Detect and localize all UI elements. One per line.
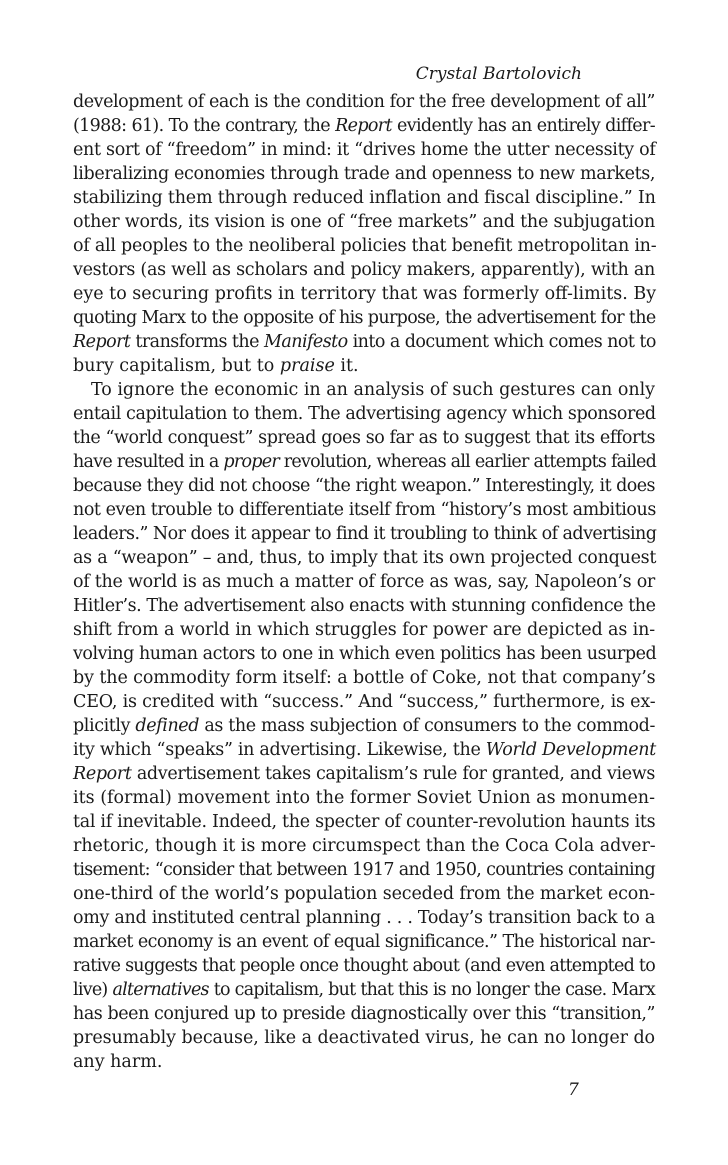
text-line bbox=[73, 690, 655, 714]
text-run: by the commodity form itself: a bottle of Coke, not that company’s bbox=[73, 668, 656, 688]
text-line bbox=[73, 114, 655, 138]
text-line bbox=[73, 834, 655, 858]
text-line bbox=[73, 642, 655, 666]
text-run: tal if inevitable. Indeed, the specter of counter-revolution haunts its bbox=[73, 812, 656, 832]
text-run: as a “weapon” – and, thus, to imply that its own projected conquest bbox=[73, 548, 657, 568]
text-run: omy and instituted central planning . . . Today’s transition back to a bbox=[73, 908, 655, 928]
text-run: (1988: 61). To the contrary, the bbox=[73, 116, 336, 136]
text-run: bury capitalism, but to bbox=[73, 356, 280, 376]
text-run: development of each is the condition for the free development of all” bbox=[73, 92, 655, 112]
text-run: tisement: “consider that between 1917 and 1950, countries containing bbox=[73, 860, 655, 880]
text-line bbox=[73, 666, 655, 690]
italic-text: Report bbox=[335, 116, 392, 136]
text-line bbox=[73, 906, 655, 930]
text-run: have resulted in a bbox=[73, 452, 224, 472]
text-line bbox=[73, 234, 655, 258]
text-run: it. bbox=[334, 356, 359, 376]
text-run: has been conjured up to preside diagnostically over this “transition,” bbox=[73, 1004, 655, 1024]
running-head: Crystal Bartolovich bbox=[415, 64, 582, 84]
italic-text: alternatives bbox=[112, 980, 209, 1000]
text-line bbox=[73, 162, 655, 186]
text-run: eye to securing profits in territory that was formerly off-limits. By bbox=[73, 284, 657, 304]
text-run: plicitly bbox=[73, 716, 136, 736]
text-line bbox=[73, 1050, 655, 1074]
text-line bbox=[73, 1002, 655, 1026]
text-run: volving human actors to one in which even politics has been usurped bbox=[73, 644, 657, 664]
text-line bbox=[73, 882, 655, 906]
text-line bbox=[73, 402, 655, 426]
text-run: rative suggests that people once thought about (and even attempted to bbox=[73, 956, 655, 976]
text-line bbox=[73, 426, 655, 450]
text-line bbox=[73, 858, 655, 882]
italic-text: World Development bbox=[485, 740, 656, 760]
text-run: not even trouble to differentiate itself from “history’s most ambitious bbox=[73, 500, 656, 520]
text-run: advertisement takes capitalism’s rule for granted, and views bbox=[131, 764, 655, 784]
text-line bbox=[73, 498, 655, 522]
text-run: leaders.” Nor does it appear to find it troubling to think of advertising bbox=[73, 524, 657, 544]
text-line bbox=[73, 762, 655, 786]
text-line bbox=[73, 258, 655, 282]
text-line bbox=[73, 378, 655, 402]
text-run: entail capitulation to them. The advertising agency which sponsored bbox=[73, 404, 656, 424]
text-line bbox=[73, 210, 655, 234]
text-line bbox=[73, 738, 655, 762]
text-run: liberalizing economies through trade and openness to new markets, bbox=[73, 164, 656, 184]
text-line bbox=[73, 978, 655, 1002]
text-run: ity which “speaks” in advertising. Likewise, the bbox=[73, 740, 486, 760]
text-run: rhetoric, though it is more circumspect than the Coca Cola adver- bbox=[73, 836, 656, 856]
text-run: ent sort of “freedom” in mind: it “drives home the utter necessity of bbox=[73, 140, 656, 160]
text-run: its (formal) movement into the former Soviet Union as monumen- bbox=[73, 788, 655, 808]
text-run: stabilizing them through reduced inflation and fiscal discipline.” In bbox=[73, 188, 656, 208]
text-line bbox=[73, 522, 655, 546]
text-line bbox=[73, 618, 655, 642]
text-line bbox=[73, 450, 655, 474]
text-run: market economy is an event of equal significance.” The historical nar- bbox=[73, 932, 655, 952]
text-line bbox=[73, 546, 655, 570]
text-line bbox=[73, 954, 655, 978]
text-line bbox=[73, 930, 655, 954]
text-run: the “world conquest” spread goes so far as to suggest that its efforts bbox=[73, 428, 655, 448]
text-line bbox=[73, 330, 655, 354]
text-run: revolution, whereas all earlier attempts failed bbox=[278, 452, 657, 472]
text-run: of all peoples to the neoliberal policies that benefit metropolitan in- bbox=[73, 236, 657, 256]
text-run: into a document which comes not to bbox=[347, 332, 656, 352]
text-run: CEO, is credited with “success.” And “success,” furthermore, is ex- bbox=[73, 692, 656, 712]
text-line bbox=[73, 1026, 655, 1050]
text-line bbox=[73, 354, 655, 378]
italic-text: defined bbox=[135, 716, 200, 736]
text-line bbox=[73, 810, 655, 834]
italic-text: Report bbox=[73, 764, 132, 784]
text-line bbox=[73, 138, 655, 162]
italic-text: proper bbox=[223, 452, 279, 472]
text-line bbox=[73, 474, 655, 498]
text-line bbox=[73, 90, 655, 114]
text-line bbox=[73, 714, 655, 738]
text-line bbox=[73, 306, 655, 330]
text-run: live) bbox=[73, 980, 113, 1000]
text-line bbox=[73, 594, 655, 618]
text-run: To ignore the economic in an analysis of such gestures can only bbox=[91, 380, 655, 400]
text-line bbox=[73, 570, 655, 594]
text-run: vestors (as well as scholars and policy makers, apparently), with an bbox=[73, 260, 655, 280]
body-text bbox=[73, 90, 655, 1074]
text-run: transforms the bbox=[130, 332, 264, 352]
text-line bbox=[73, 186, 655, 210]
text-run: as the mass subjection of consumers to the commod- bbox=[199, 716, 655, 736]
text-run: shift from a world in which struggles for power are depicted as in- bbox=[73, 620, 655, 640]
text-run: because they did not choose “the right weapon.” Interestingly, it does bbox=[73, 476, 655, 496]
text-run: one-third of the world’s population seceded from the market econ- bbox=[73, 884, 655, 904]
text-run: evidently has an entirely differ- bbox=[391, 116, 655, 136]
text-run: any harm. bbox=[73, 1052, 163, 1072]
text-run: of the world is as much a matter of force as was, say, Napoleon’s or bbox=[73, 572, 655, 592]
text-run: other words, its vision is one of “free markets” and the subjugation bbox=[73, 212, 655, 232]
text-line bbox=[73, 786, 655, 810]
text-run: quoting Marx to the opposite of his purpose, the advertisement for the bbox=[73, 308, 656, 328]
italic-text: Report bbox=[73, 332, 131, 352]
italic-text: Manifesto bbox=[263, 332, 348, 352]
text-line bbox=[73, 282, 655, 306]
italic-text: praise bbox=[279, 356, 335, 376]
page-number: 7 bbox=[568, 1080, 579, 1100]
text-run: presumably because, like a deactivated virus, he can no longer do bbox=[73, 1028, 655, 1048]
text-run: to capitalism, but that this is no longer the case. Marx bbox=[208, 980, 656, 1000]
text-run: Hitler’s. The advertisement also enacts with stunning confidence the bbox=[73, 596, 656, 616]
